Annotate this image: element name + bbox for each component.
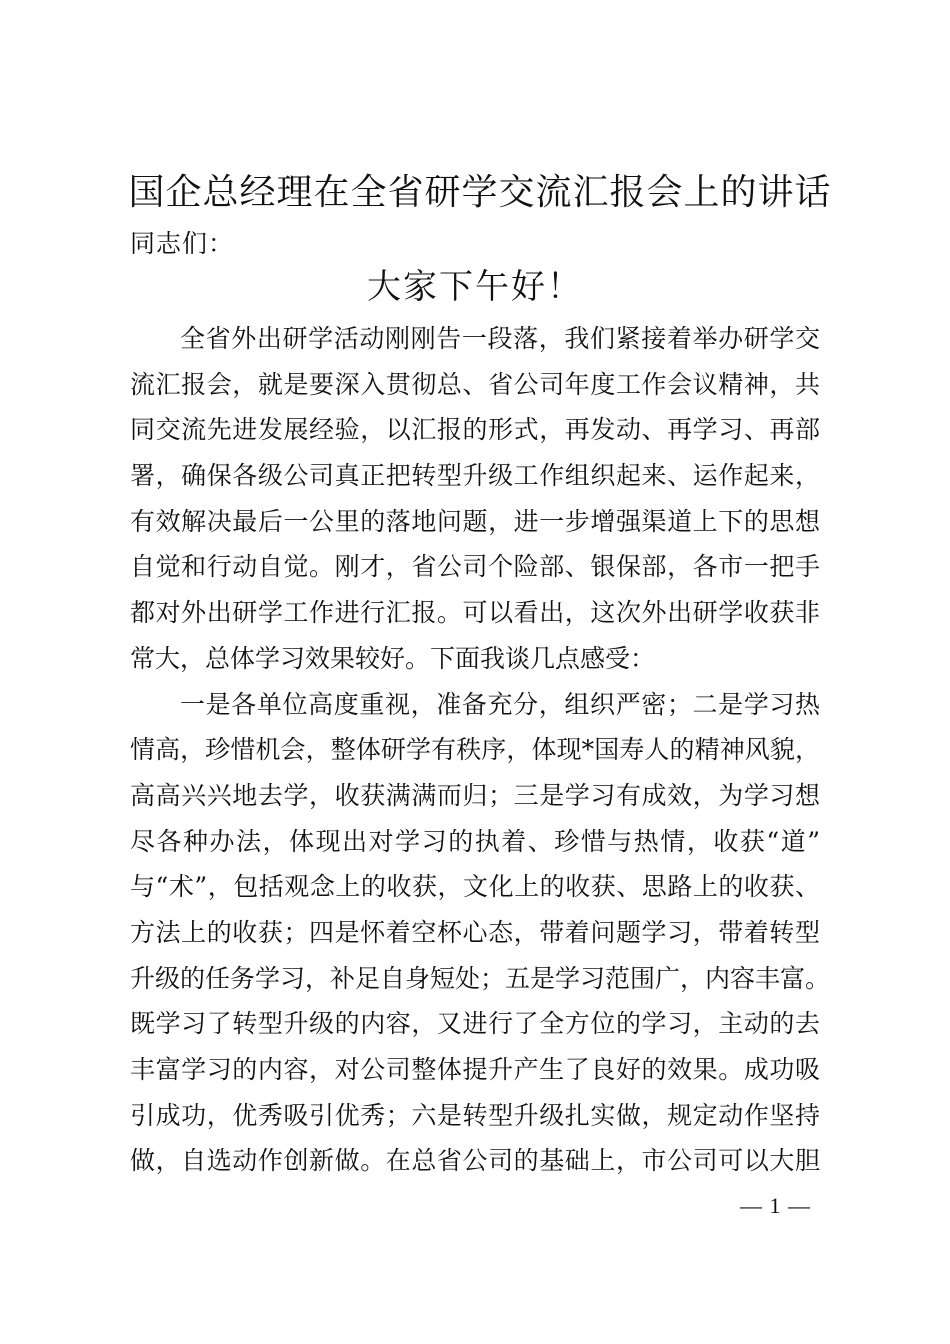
text-line: 情高，珍惜机会，整体研学有秩序，体现*国寿人的精神风貌， [130, 735, 820, 765]
text-line: 既学习了转型升级的内容，又进行了全方位的学习，主动的去 [130, 1009, 820, 1039]
text-line: 一是各单位高度重视，准备充分，组织严密；二是学习热 [180, 689, 820, 719]
paragraph-2 [130, 682, 831, 1185]
text-line: 高高兴兴地去学，收获满满而归；三是学习有成效，为学习想 [130, 780, 820, 810]
text-line: 与“术”，包括观念上的收获，文化上的收获、思路上的收获、 [130, 872, 820, 902]
paragraph-1 [130, 316, 820, 682]
text-line: 都对外出研学工作进行汇报。可以看出，这次外出研学收获非 [130, 598, 820, 628]
body-text [130, 316, 831, 1184]
page-number: — 1 — [740, 1193, 811, 1218]
text-line: 引成功，优秀吸引优秀；六是转型升级扎实做，规定动作坚持 [130, 1100, 820, 1130]
text-line: 升级的任务学习，补足自身短处；五是学习范围广，内容丰富。 [130, 963, 831, 993]
greeting: 大家下午好！ [367, 267, 583, 307]
salutation: 同志们： [130, 229, 235, 258]
document-title: 国企总经理在全省研学交流汇报会上的讲话 [128, 172, 832, 213]
text-line: 自觉和行动自觉。刚才，省公司个险部、银保部，各市一把手 [130, 552, 820, 582]
text-line: 署，确保各级公司真正把转型升级工作组织起来、运作起来， [130, 461, 820, 491]
text-line: 方法上的收获；四是怀着空杯心态，带着问题学习，带着转型 [130, 917, 820, 947]
text-line: 常大，总体学习效果较好。下面我谈几点感受： [130, 643, 656, 673]
text-line: 尽各种办法，体现出对学习的执着、珍惜与热情，收获“道” [130, 826, 820, 856]
text-line: 丰富学习的内容，对公司整体提升产生了良好的效果。成功吸 [130, 1055, 820, 1084]
text-line: 有效解决最后一公里的落地问题，进一步增强渠道上下的思想 [130, 506, 820, 536]
text-line: 同交流先进发展经验，以汇报的形式，再发动、再学习、再部 [130, 415, 820, 445]
text-line: 流汇报会，就是要深入贯彻总、省公司年度工作会议精神，共 [130, 369, 820, 399]
text-line: 全省外出研学活动刚刚告一段落，我们紧接着举办研学交 [180, 324, 820, 353]
text-line: 做，自选动作创新做。在总省公司的基础上，市公司可以大胆 [130, 1146, 820, 1176]
